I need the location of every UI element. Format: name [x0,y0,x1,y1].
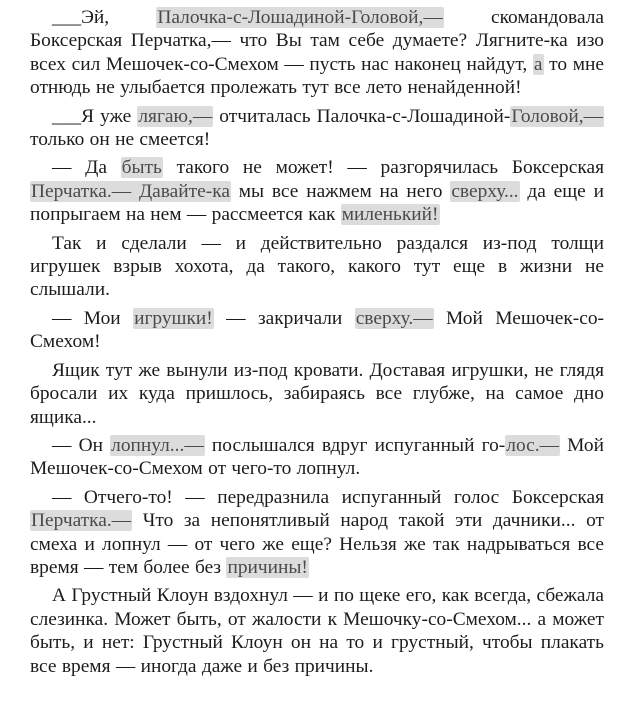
paragraph [30,105,604,152]
text-segment: Что за непонятливый народ такой эти дачники... от смеха и лопнул — от чего же еще? Нельзя же так надрываться все время — тем более без [30,510,604,578]
text-segment: мы все нажмем на него [230,180,451,202]
text-segment: послышался вдруг испуганный го- [204,434,506,456]
highlighted-text: быть [121,157,162,179]
highlighted-text: причины! [227,556,308,578]
text-segment: — Да [52,157,121,179]
text-segment: Так и сделали — и действительно раздался из-под толщи игрушек взрыв хохота, да такого, какого тут еще в жизни не слышали. [30,232,604,301]
highlighted-text: лягаю,— [138,105,213,127]
paragraph [30,156,604,226]
paragraph [30,307,604,354]
highlighted-text: Перчатка.— [31,510,132,532]
text-segment: такого не может! — разгорячилась Боксерская [162,157,605,179]
text-segment: — Он [52,434,111,456]
paragraph [30,6,604,100]
highlighted-text: Головой,— [511,105,603,127]
highlighted-text: Палочка-с-Лошадиной-Головой,— [157,7,443,28]
text-segment: А Грустный Клоун вздохнул — и по щеке его, как всегда, сбежала слезинка. Может быть, от жалости к Мешочку-со-Смехом... а может быть, и нет: Грустный Клоун он на то и грустный, чтобы плакать все время — иногда даже и без причины. [30,585,604,677]
text-segment: да еще и попрыгаем на нем — рассмеется как [30,180,604,226]
text-segment: Мой Мешочек-со-Смехом от чего-то лопнул. [30,434,604,480]
text-segment: — закричали [213,307,355,329]
highlighted-text: сверху... [451,180,519,202]
paragraph [30,359,604,429]
highlighted-text: а [533,53,543,75]
text-segment: только он не смеется! [30,129,211,151]
highlighted-text: игрушки! [134,307,213,329]
text-segment: скомандовала Боксерская Перчатка,— что Вы там себе думаете? Лягните-ка изо всех сил Мешочек-со-Смехом — пусть нас наконец найдут, [30,7,604,75]
text-segment: ___Эй, [52,7,157,28]
highlighted-text: Перчатка.— Давайте-ка [31,180,230,202]
text-segment: — Отчего-то! — передразнила испуганный голос Боксерская [52,486,604,508]
highlighted-text: лос.— [506,434,559,456]
paragraph [30,232,604,302]
text-segment: — Мои [52,307,134,329]
highlighted-text: сверху.— [355,307,433,329]
text-segment: Мой Мешочек-со-Смехом! [30,307,604,353]
text-segment: то мне отнюдь не улыбается пролежать тут все лето ненайденной! [30,53,604,99]
paragraph [30,434,604,481]
highlighted-text: лопнул...— [111,434,204,456]
paragraph [30,584,604,678]
text-segment: отчиталась Палочка-с-Лошадиной- [213,105,511,127]
highlighted-text: миленький! [341,204,439,226]
text-segment: Ящик тут же вынули из-под кровати. Доставая игрушки, не глядя бросали их куда пришлось, забираясь все глубже, на самое дно ящика... [30,359,604,428]
paragraph [30,486,604,580]
text-segment: ___Я уже [52,105,138,127]
